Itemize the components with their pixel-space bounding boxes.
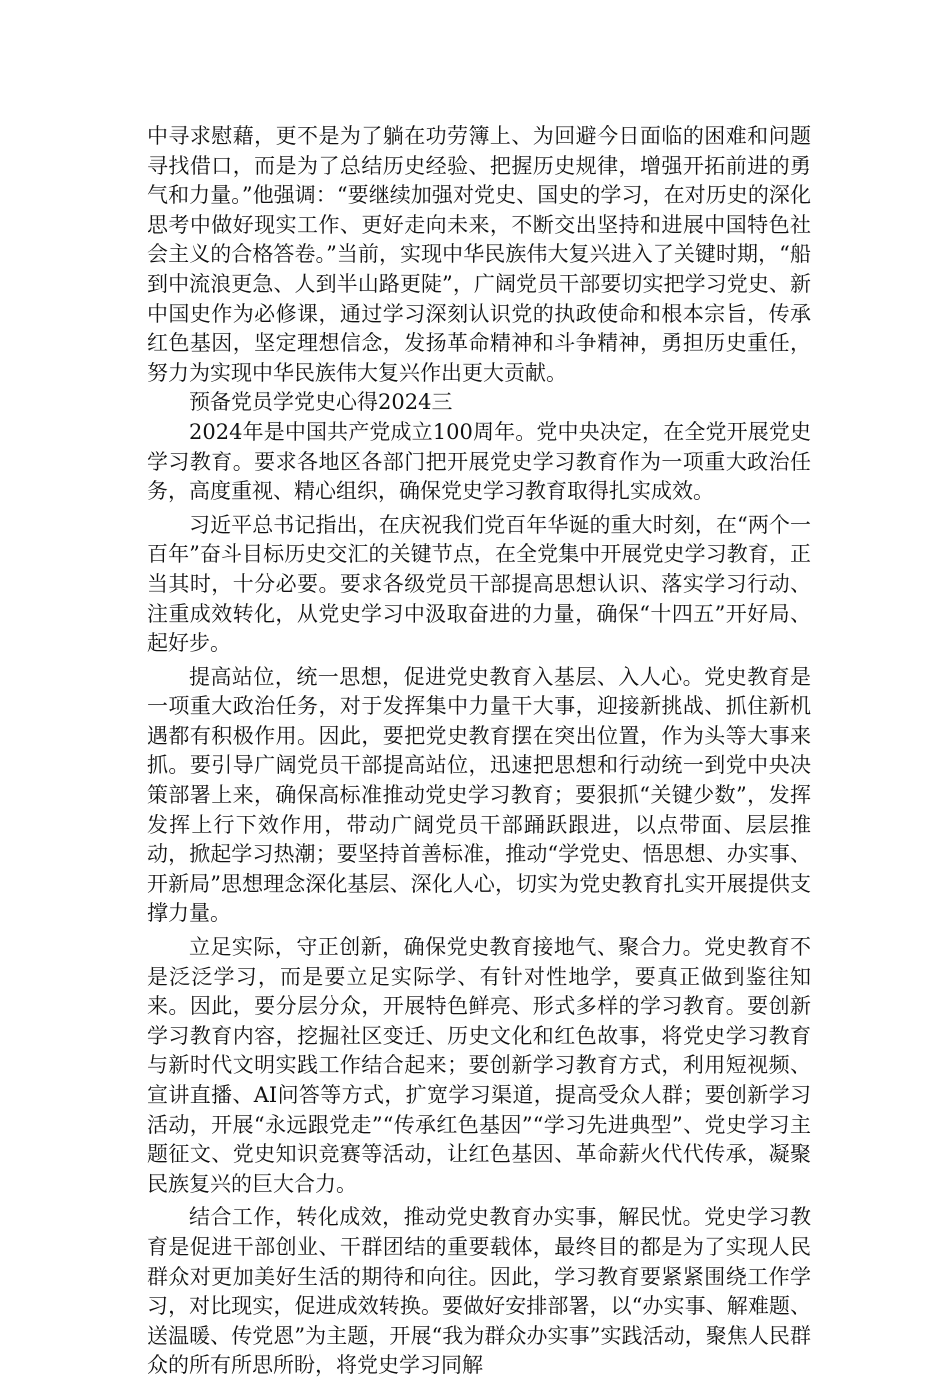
body-paragraph-3: 提高站位，统一思想，促进党史教育入基层、入人心。党史教育是一项重大政治任务，对于发挥集中力量干大事，迎接新挑战、抓住新机遇都有积极作用。因此，要把党史教育摆在突出位置，作为头等大事来抓。要引导广阔党员干部提高站位，迅速把思想和行动统一到党中央决策部署上来，确保高标准推动党史学习教育；要狠抓“关键少数”，发挥发挥上行下效作用，带动广阔党员干部踊跃跟进，以点带面、层层推动，掀起学习热潮；要坚持首善标准，推动“学党史、悟思想、办实事、开新局”思想理念深化基层、深化人心，切实为党史教育扎实开展提供支撑力量。 <box>147 664 811 926</box>
body-paragraph-4: 立足实际，守正创新，确保党史教育接地气、聚合力。党史教育不是泛泛学习，而是要立足实际学、有针对性地学，要真正做到鉴往知来。因此，要分层分众，开展特色鲜亮、形式多样的学习教育。要创新学习教育内容，挖掘社区变迁、历史文化和红色故事，将党史学习教育与新时代文明实践工作结合起来；要创新学习教育方式，利用短视频、宣讲直播、AI问答等方式，扩宽学习渠道，提高受众人群；要创新学习活动，开展“永远跟党走”“传承红色基因”“学习先进典型”、党史学习主题征文、党史知识竞赛等活动，让红色基因、革命薪火代代传承，凝聚民族复兴的巨大合力。 <box>147 935 811 1196</box>
section-title: 预备党员学党史心得2024三 <box>189 390 453 415</box>
body-paragraph-1: 2024年是中国共产党成立100周年。党中央决定，在全党开展党史学习教育。要求各地区各部门把开展党史学习教育作为一项重大政治任务，高度重视、精心组织，确保党史学习教育取得扎实成效。 <box>147 419 811 504</box>
document-body <box>147 122 811 1381</box>
continued-paragraph: 中寻求慰藉，更不是为了躺在功劳簿上、为回避今日面临的困难和问题寻找借口，而是为了总结历史经验、把握历史规律，增强开拓前进的勇气和力量。”他强调：“要继续加强对党史、国史的学习，在对历史的深化思考中做好现实工作、更好走向未来，不断交出坚持和进展中国特色社会主义的合格答卷。”当前，实现中华民族伟大复兴进入了关键时期，“船到中流浪更急、人到半山路更陡”，广阔党员干部要切实把学习党史、新中国史作为必修课，通过学习深刻认识党的执政使命和根本宗旨，传承红色基因，坚定理想信念，发扬革命精神和斗争精神，勇担历史重任，努力为实现中华民族伟大复兴作出更大贡献。 <box>147 124 811 385</box>
body-paragraph-2: 习近平总书记指出，在庆祝我们党百年华诞的重大时刻，在“两个一百年”奋斗目标历史交汇的关键节点，在全党集中开展党史学习教育，正当其时，十分必要。要求各级党员干部提高思想认识、落实学习行动、注重成效转化，从党史学习中汲取奋进的力量，确保“十四五”开好局、起好步。 <box>147 512 811 656</box>
body-paragraph-5: 结合工作，转化成效，推动党史教育办实事，解民忧。党史学习教育是促进干部创业、干群团结的重要载体，最终目的都是为了实现人民群众对更加美好生活的期待和向往。因此，学习教育要紧紧围绕工作学习，对比现实，促进成效转换。要做好安排部署，以“办实事、解难题、送温暖、传党恩”为主题，开展“我为群众办实事”实践活动，聚焦人民群众的所有所思所盼，将党史学习同解 <box>147 1205 811 1378</box>
